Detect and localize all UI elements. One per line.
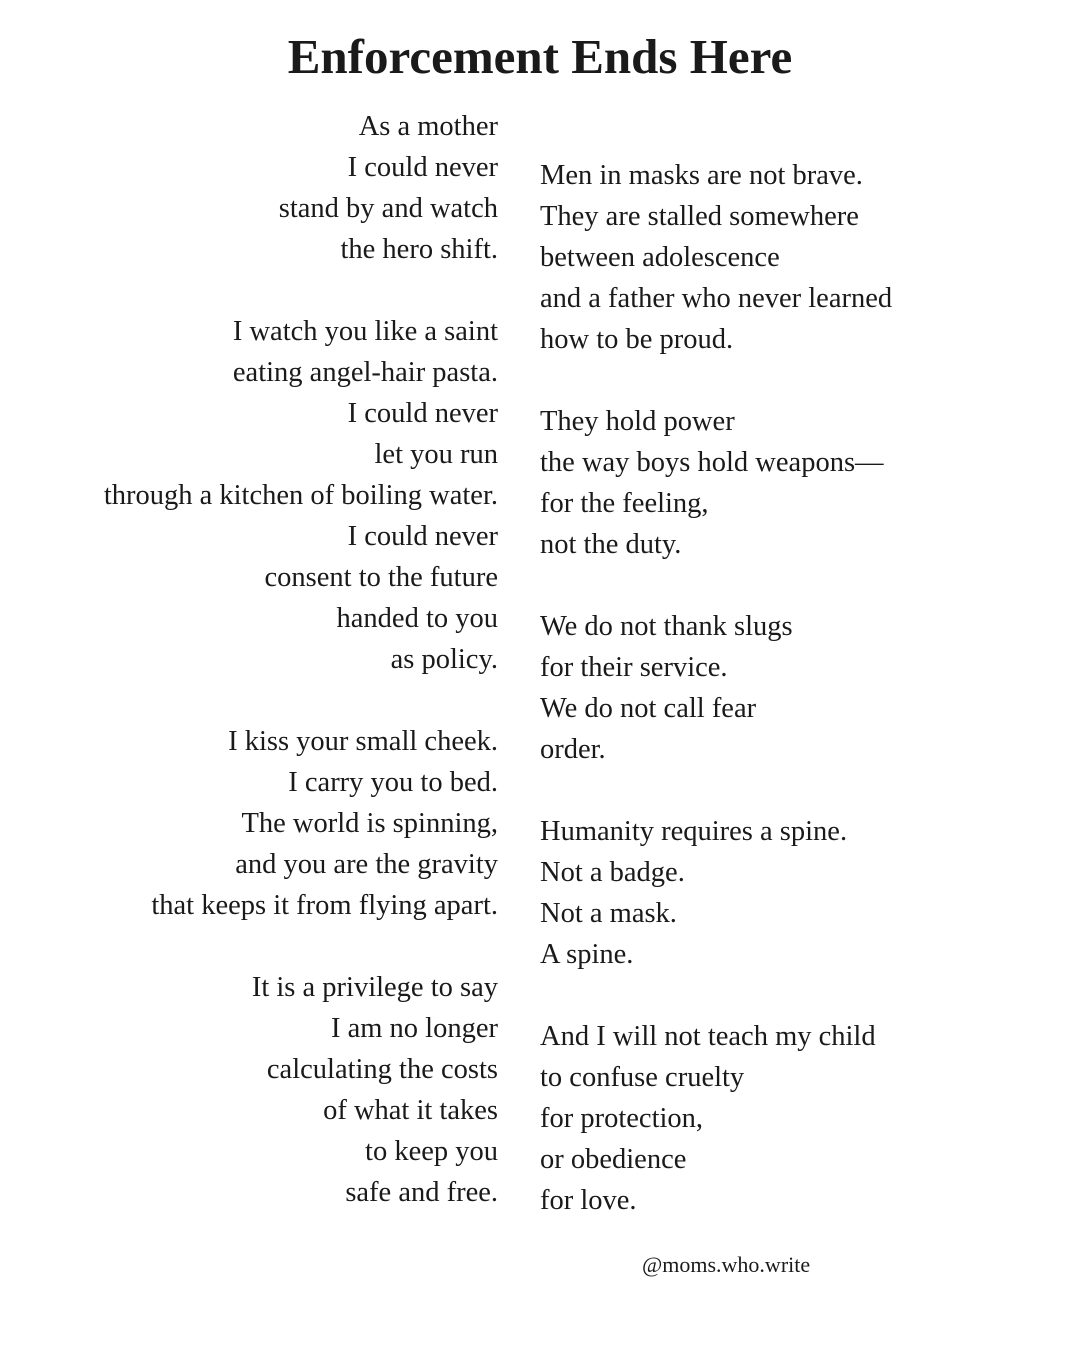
poem-line: They are stalled somewhere <box>540 201 859 232</box>
poem-line: of what it takes <box>323 1095 498 1126</box>
poem-line: for love. <box>540 1185 637 1216</box>
poem-line: consent to the future <box>264 562 498 593</box>
poem-line: through a kitchen of boiling water. <box>103 480 498 511</box>
poem-line: or obedience <box>540 1144 687 1175</box>
stanza <box>540 606 1060 770</box>
poem-line: We do not thank slugs <box>540 611 793 642</box>
poem-line: order. <box>540 734 606 765</box>
poem-line: I could never <box>347 521 498 552</box>
poem-line: to confuse cruelty <box>540 1062 745 1093</box>
poem-line: let you run <box>374 439 498 470</box>
poem-line: Humanity requires a spine. <box>540 816 848 847</box>
stanza <box>40 967 498 1213</box>
poem-line: Not a badge. <box>540 857 685 888</box>
stanza <box>540 1016 1060 1221</box>
poem-line: They hold power <box>540 406 735 437</box>
poem-line: I carry you to bed. <box>288 767 498 798</box>
poem-line: Not a mask. <box>540 898 677 929</box>
poem-line: to keep you <box>365 1136 498 1167</box>
poem-line: I kiss your small cheek. <box>228 726 498 757</box>
poem-line: calculating the costs <box>266 1054 498 1085</box>
poem-line: It is a privilege to say <box>251 972 498 1003</box>
poem-line: And I will not teach my child <box>540 1021 876 1052</box>
poem-line: as policy. <box>390 644 498 675</box>
poem-line: the way boys hold weapons— <box>540 447 884 478</box>
poem-line: safe and free. <box>345 1177 498 1208</box>
poem-line: for their service. <box>540 652 728 683</box>
poem-line: for protection, <box>540 1103 704 1134</box>
poem-line: We do not call fear <box>540 693 757 724</box>
poem-line: I watch you like a saint <box>232 316 498 347</box>
poem-line: and a father who never learned <box>540 283 893 314</box>
poem-line: the hero shift. <box>340 234 498 265</box>
stanza <box>540 401 1060 565</box>
poem-title: Enforcement Ends Here <box>287 29 793 84</box>
poem-line: that keeps it from flying apart. <box>151 890 498 921</box>
author-handle: @moms.who.write <box>642 1252 811 1277</box>
poem-line: I could never <box>347 152 498 183</box>
poem-line: I am no longer <box>331 1013 498 1044</box>
stanza <box>540 155 1060 360</box>
poem-line: how to be proud. <box>540 324 734 355</box>
stanza <box>40 721 498 926</box>
poem-line: for the feeling, <box>540 488 709 519</box>
poem-line: A spine. <box>540 939 634 970</box>
poem-line: not the duty. <box>540 529 682 560</box>
poem-line: The world is spinning, <box>241 808 498 839</box>
stanza <box>40 311 498 680</box>
poem-line: stand by and watch <box>278 193 498 224</box>
poem-line: As a mother <box>358 111 498 142</box>
poem-line: Men in masks are not brave. <box>540 160 863 191</box>
poem-line: handed to you <box>336 603 498 634</box>
poem-line: I could never <box>347 398 498 429</box>
poem-left-column <box>40 106 498 1213</box>
poem-line: between adolescence <box>540 242 780 273</box>
stanza <box>40 106 498 270</box>
poem-line: eating angel-hair pasta. <box>232 357 498 388</box>
stanza <box>540 811 1060 975</box>
poem-line: and you are the gravity <box>235 849 498 880</box>
poem-right-column <box>540 155 1060 1221</box>
